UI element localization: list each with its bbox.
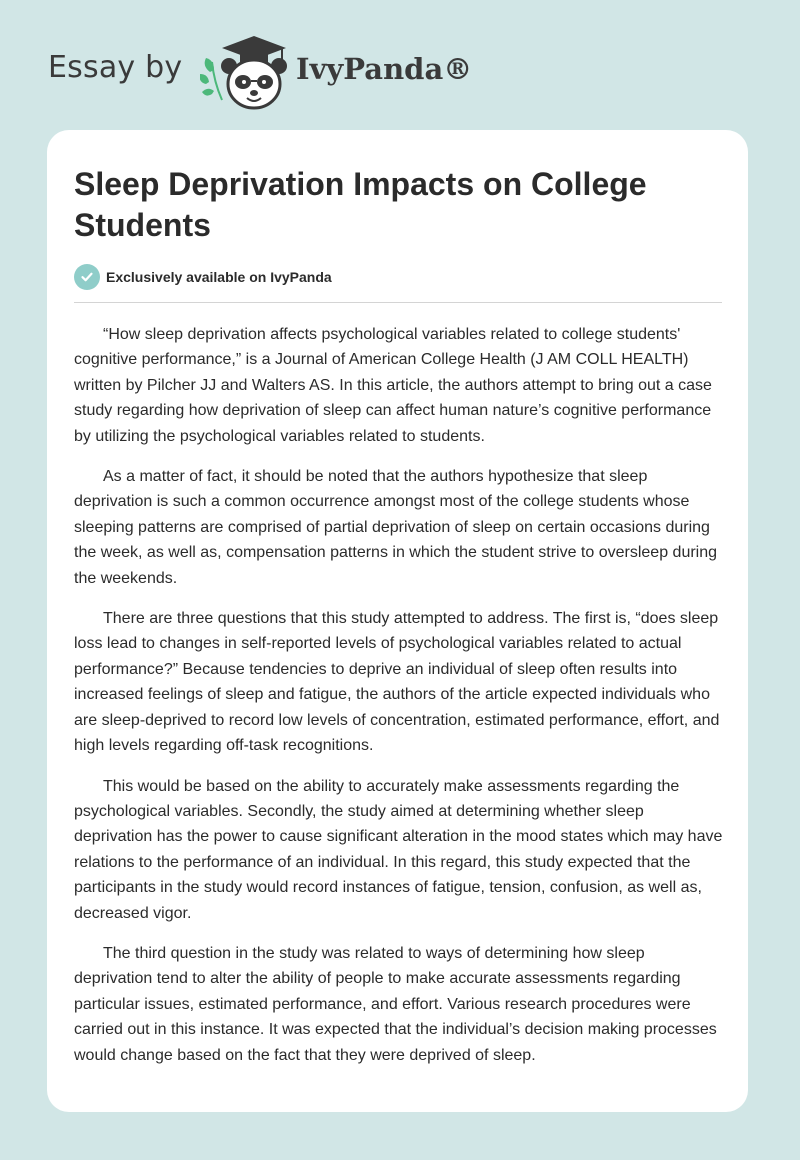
paragraph: There are three questions that this study attempted to address. The first is, “does sleep loss lead to changes in self-reported levels of psychological variables related to actual performance?” Because tendencies to deprive an individual of sleep often results into increased feelings of sleep and fatigue, the authors of the article expected individuals who are sleep-deprived to record low levels of concentration, estimated performance, effort, and high levels regarding off-task recognitions. [74,610,720,755]
panda-logo-icon[interactable] [200,32,292,112]
badge-label: Exclusively available on IvyPanda [106,269,332,285]
divider [74,302,722,303]
checkmark-icon [74,264,100,290]
brand-name[interactable]: IvyPanda® [296,52,473,86]
ivy-leaf-icon [200,58,222,100]
exclusive-badge [74,263,332,291]
essay-card [47,130,748,1112]
paragraph: As a matter of fact, it should be noted that the authors hypothesize that sleep deprivation is such a common occurrence amongst most of the college students whose sleeping patterns are comprised of partial deprivation of sleep on certain occasions during the week, as well as, compensation patterns in which the student strive to oversleep during the weekends. [74,468,718,587]
paragraph: This would be based on the ability to accurately make assessments regarding the psychological variables. Secondly, the study aimed at determining whether sleep deprivation has the power to cause significant alteration in the mood states which may have relations to the performance of an individual. In this regard, this study expected that the participants in the study would record instances of fatigue, tension, confusion, as well as, decreased vigor. [74,777,723,922]
essay-body [74,322,724,1083]
page-title: Sleep Deprivation Impacts on College Students [74,166,647,243]
paragraph: “How sleep deprivation affects psychological variables related to college students' cognitive performance,” is a Journal of American College Health (J AM COLL HEALTH) written by Pilcher JJ and Walters AS. In this article, the authors attempt to bring out a case study regarding how deprivation of sleep can affect human nature’s cognitive performance by utilizing the psychological variables related to students. [74,326,712,445]
paragraph: The third question in the study was related to ways of determining how sleep deprivation tend to alter the ability of people to make accurate assessments regarding particular issues, estimated performance, and effort. Various research procedures were carried out in this instance. It was expected that the individual’s decision making processes would change based on the fact that they were deprived of sleep. [74,944,717,1064]
essay-by-label: Essay by [48,50,183,85]
site-header [48,28,548,118]
